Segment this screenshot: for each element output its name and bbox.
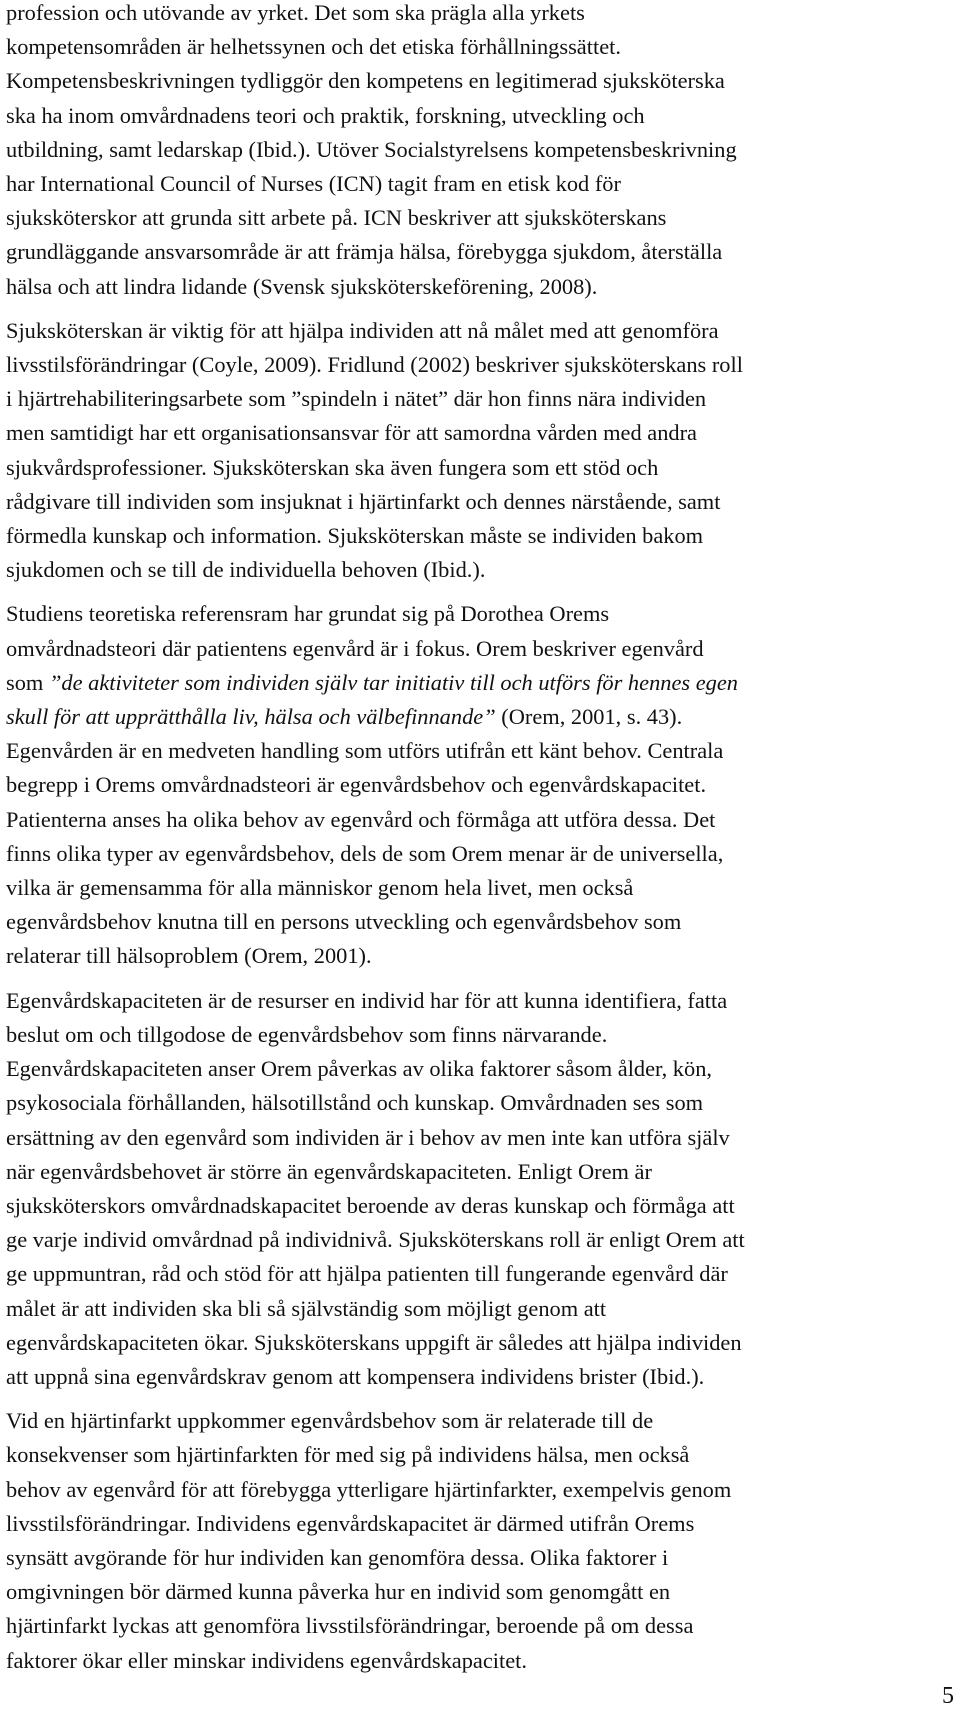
text-line: konsekvenser som hjärtinfarkten för med sig på individens hälsa, men också bbox=[6, 1442, 690, 1468]
text-line: vilka är gemensamma för alla människor genom hela livet, men också bbox=[6, 875, 634, 901]
text-line: Egenvårdskapaciteten anser Orem påverkas av olika faktorer såsom ålder, kön, bbox=[6, 1056, 712, 1082]
page-number: 5 bbox=[942, 1683, 954, 1709]
paragraph-4 bbox=[6, 984, 950, 1394]
text-line: behov av egenvård för att förebygga ytterligare hjärtinfarkter, exempelvis genom bbox=[6, 1476, 732, 1502]
text-line: i hjärtrehabiliteringsarbete som ”spindeln i nätet” där hon finns nära individen bbox=[6, 386, 707, 412]
text-line: faktorer ökar eller minskar individens egenvårdskapacitet. bbox=[6, 1647, 527, 1673]
text-line: synsätt avgörande för hur individen kan genomföra dessa. Olika faktorer i bbox=[6, 1544, 669, 1570]
document-page bbox=[6, 0, 950, 1688]
text-line: profession och utövande av yrket. Det som ska prägla alla yrkets bbox=[6, 0, 585, 25]
text-line: ersättning av den egenvård som individen är i behov av men inte kan utföra själv bbox=[6, 1124, 730, 1150]
text-line bbox=[6, 666, 950, 700]
text-line: beslut om och tillgodose de egenvårdsbehov som finns närvarande. bbox=[6, 1021, 608, 1047]
text-line: sjuksköterskors omvårdnadskapacitet beroende av deras kunskap och förmåga att bbox=[6, 1192, 735, 1218]
text-line: finns olika typer av egenvårdsbehov, dels de som Orem menar är de universella, bbox=[6, 840, 724, 866]
text-line: ska ha inom omvårdnadens teori och praktik, forskning, utveckling och bbox=[6, 102, 645, 128]
text-line: hjärtinfarkt lyckas att genomföra livsstilsförändringar, beroende på om dessa bbox=[6, 1613, 694, 1639]
quotation: skull för att upprätthålla liv, hälsa och välbefinnande” bbox=[6, 704, 496, 730]
text-line: egenvårdskapaciteten ökar. Sjuksköterskans uppgift är således att hjälpa individen bbox=[6, 1329, 742, 1355]
text-line: sjukvårdsprofessioner. Sjuksköterskan ska även fungera som ett stöd och bbox=[6, 454, 659, 480]
text-line: omgivningen bör därmed kunna påverka hur en individ som genomgått en bbox=[6, 1579, 671, 1605]
paragraph-5 bbox=[6, 1404, 950, 1678]
text-line: Patienterna anses ha olika behov av egenvård och förmåga att utföra dessa. Det bbox=[6, 806, 716, 832]
text-line: grundläggande ansvarsområde är att främja hälsa, förebygga sjukdom, återställa bbox=[6, 239, 723, 265]
text-line: relaterar till hälsoproblem (Orem, 2001). bbox=[6, 943, 372, 969]
text-line: målet är att individen ska bli så självständig som möjligt genom att bbox=[6, 1295, 607, 1321]
text-line: egenvårdsbehov knutna till en persons utveckling och egenvårdsbehov som bbox=[6, 909, 682, 935]
quotation: ”de aktiviteter som individen själv tar initiativ till och utförs för hennes egen bbox=[48, 669, 738, 695]
text-line bbox=[6, 700, 950, 734]
text-line: Egenvårdskapaciteten är de resurser en individ har för att kunna identifiera, fatta bbox=[6, 987, 728, 1013]
text-line: psykosociala förhållanden, hälsotillstånd och kunskap. Omvårdnaden ses som bbox=[6, 1090, 704, 1116]
paragraph-2 bbox=[6, 314, 950, 588]
text-fragment: som bbox=[6, 669, 49, 695]
citation: (Orem, 2001, s. 43). bbox=[495, 704, 683, 730]
text-line: rådgivare till individen som insjuknat i hjärtinfarkt och dennes närstående, samt bbox=[6, 488, 721, 514]
paragraph-1 bbox=[6, 0, 950, 304]
text-line: Egenvården är en medveten handling som utförs utifrån ett känt behov. Centrala bbox=[6, 738, 724, 764]
text-line: förmedla kunskap och information. Sjuksköterskan måste se individen bakom bbox=[6, 523, 704, 549]
text-line: kompetensområden är helhetssynen och det etiska förhållningssättet. bbox=[6, 34, 621, 60]
text-line: Kompetensbeskrivningen tydliggör den kompetens en legitimerad sjuksköterska bbox=[6, 68, 725, 94]
text-line: ge varje individ omvårdnad på individnivå. Sjuksköterskans roll är enligt Orem att bbox=[6, 1227, 745, 1253]
text-line: att uppnå sina egenvårdskrav genom att kompensera individens brister (Ibid.). bbox=[6, 1363, 705, 1389]
text-line: ge uppmuntran, råd och stöd för att hjälpa patienten till fungerande egenvård där bbox=[6, 1261, 728, 1287]
text-line: men samtidigt har ett organisationsansvar för att samordna vården med andra bbox=[6, 420, 697, 446]
text-line: har International Council of Nurses (ICN) tagit fram en etisk kod för bbox=[6, 171, 621, 197]
text-line: Sjuksköterskan är viktig för att hjälpa individen att nå målet med att genomföra bbox=[6, 317, 719, 343]
text-line: Vid en hjärtinfarkt uppkommer egenvårdsbehov som är relaterade till de bbox=[6, 1408, 654, 1434]
text-line: livsstilsförändringar (Coyle, 2009). Fridlund (2002) beskriver sjuksköterskans roll bbox=[6, 352, 743, 378]
text-line: livsstilsförändringar. Individens egenvårdskapacitet är därmed utifrån Orems bbox=[6, 1510, 695, 1536]
text-line: omvårdnadsteori där patientens egenvård är i fokus. Orem beskriver egenvård bbox=[6, 635, 704, 661]
text-line: begrepp i Orems omvårdnadsteori är egenvårdsbehov och egenvårdskapacitet. bbox=[6, 772, 707, 798]
text-line: utbildning, samt ledarskap (Ibid.). Utöver Socialstyrelsens kompetensbeskrivning bbox=[6, 136, 737, 162]
text-line: Studiens teoretiska referensram har grundat sig på Dorothea Orems bbox=[6, 601, 610, 627]
paragraph-3 bbox=[6, 597, 950, 973]
text-line: hälsa och att lindra lidande (Svensk sjuksköterskeförening, 2008). bbox=[6, 273, 598, 299]
text-line: sjukdomen och se till de individuella behoven (Ibid.). bbox=[6, 557, 486, 583]
text-line: sjuksköterskor att grunda sitt arbete på. ICN beskriver att sjuksköterskans bbox=[6, 205, 667, 231]
text-line: när egenvårdsbehovet är större än egenvårdskapaciteten. Enligt Orem är bbox=[6, 1158, 652, 1184]
